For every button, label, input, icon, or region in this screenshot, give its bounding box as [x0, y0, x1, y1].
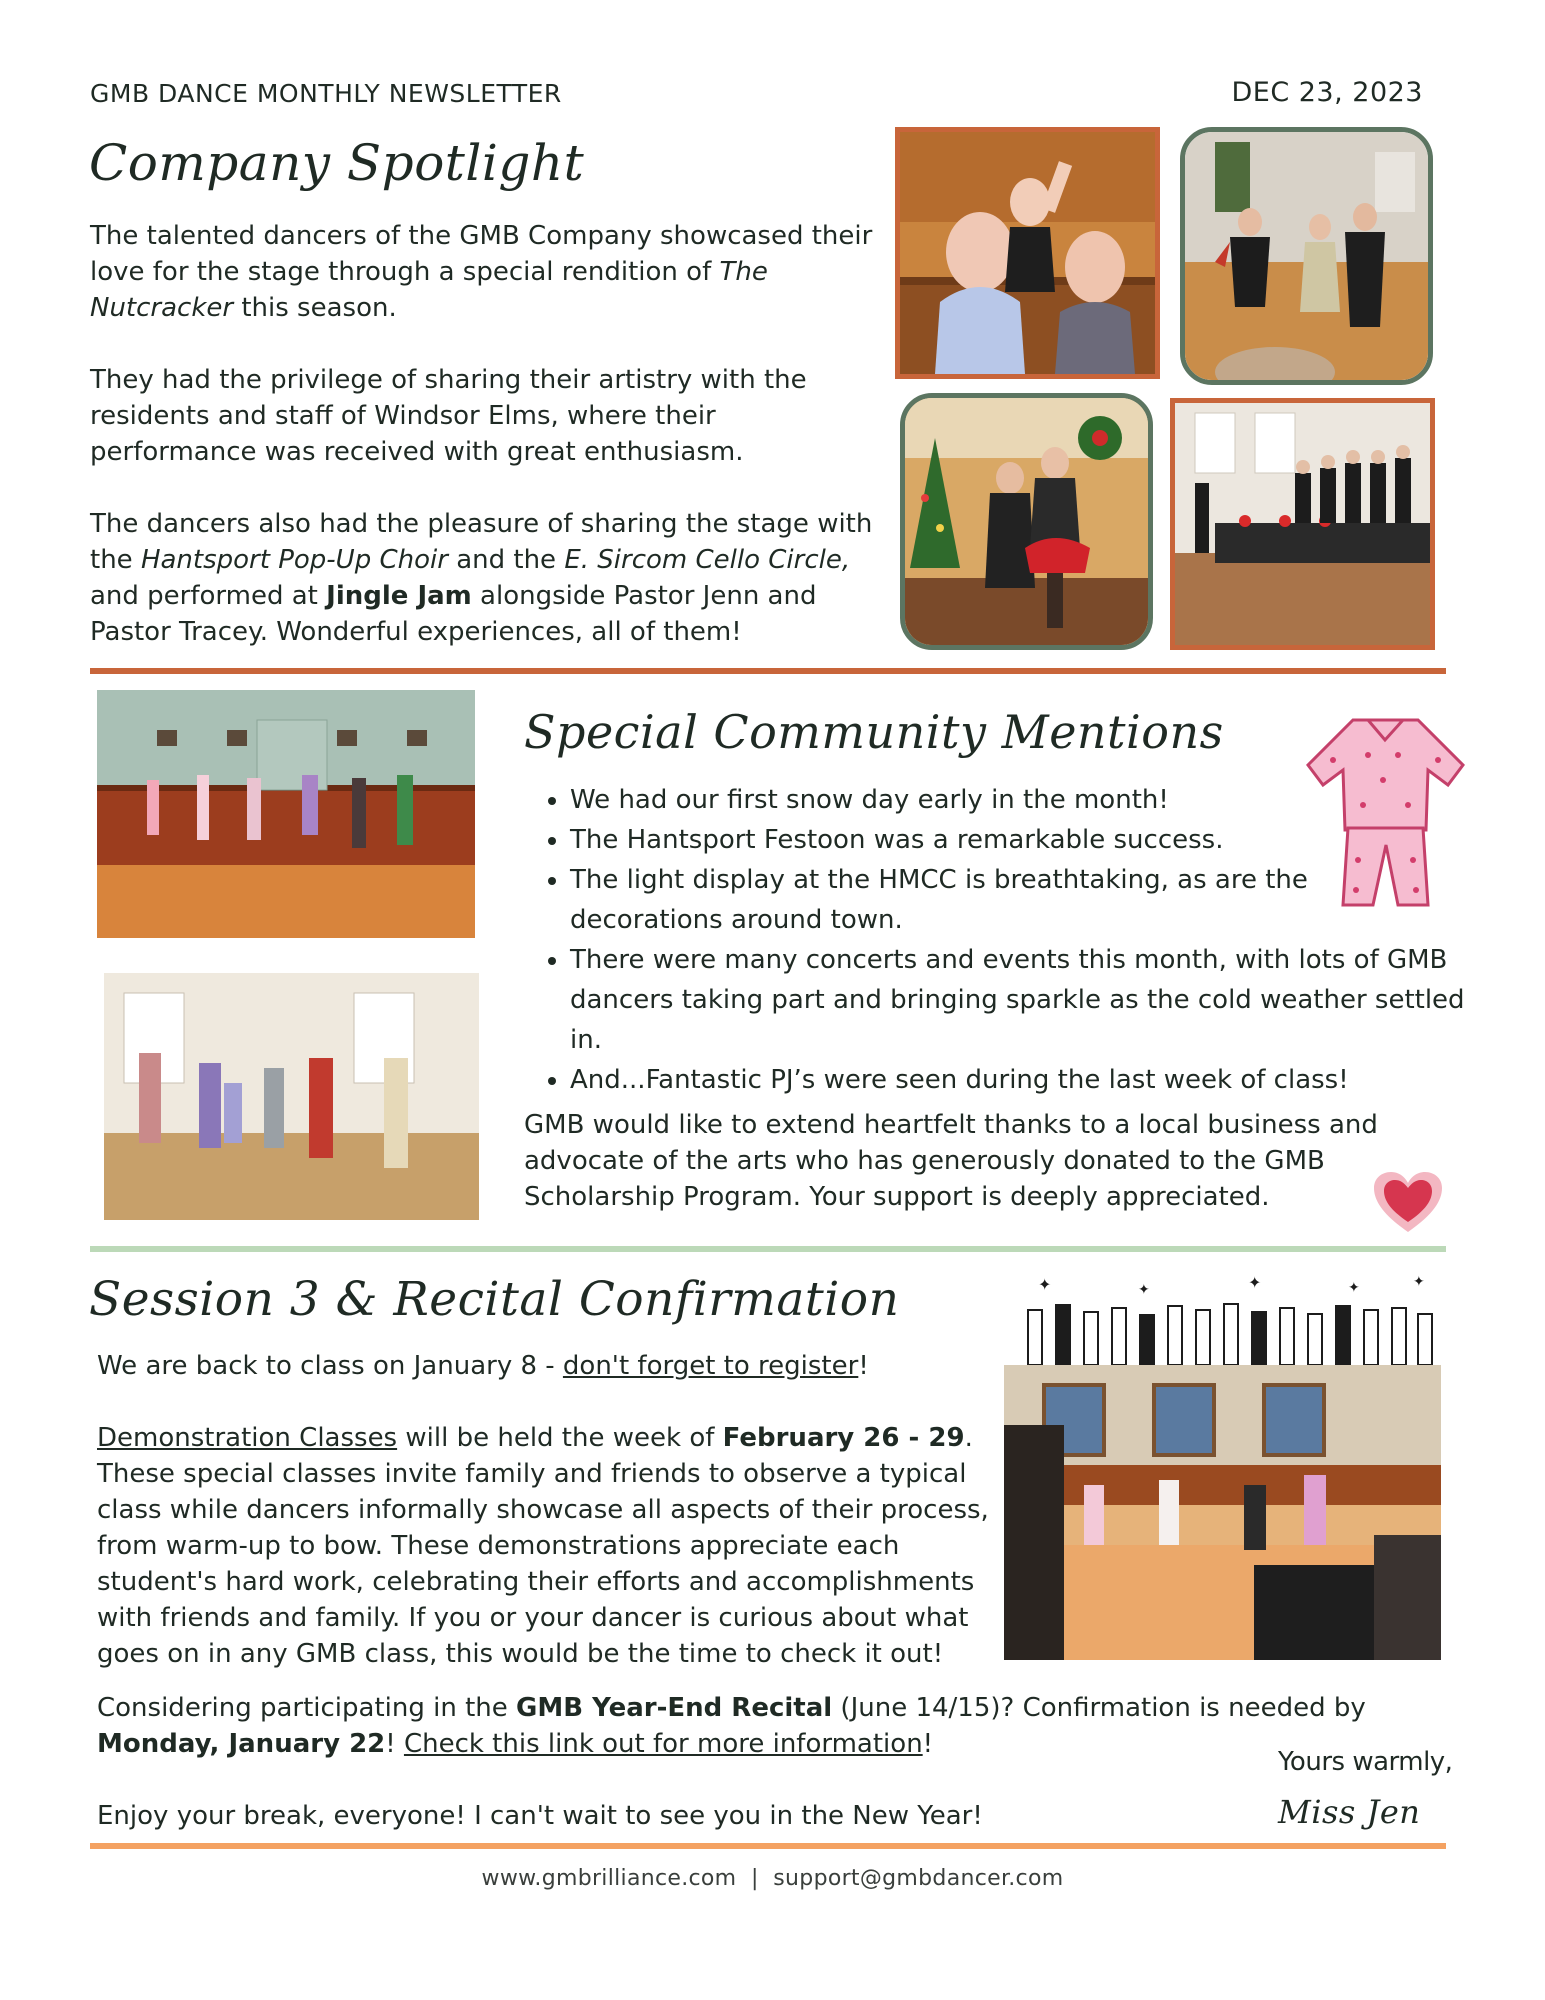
session-paragraph-2: Demonstration Classes will be held the week of February 26 - 29. These special classes invite family and friends to observe a typical class while dancers informally showcase all aspects of their process, from warm-up to bow. These demonstrations appreciate each student's hard work, celebrating their efforts and accomplishments with friends and family. If you or your dancer is curious about what goes on in any GMB class, this would be the time to check it out! [97, 1423, 989, 1669]
svg-text:✦: ✦ [1138, 1282, 1150, 1298]
list-item: • We had our first snow day early in the month! [570, 780, 1490, 820]
cheering-hands-illustration [1018, 1270, 1441, 1365]
photo-pj-barre [97, 690, 475, 938]
spotlight-paragraph-3: The dancers also had the pleasure of sharing the stage with the Hantsport Pop-Up Choir and the E. Sircom Cello Circle, and performed at Jingle Jam alongside Pastor Jenn and Pastor Tracey. Wonderful experiences, all of them! [90, 509, 873, 647]
svg-text:✦: ✦ [1038, 1275, 1052, 1294]
footer [0, 1866, 1545, 1891]
register-link[interactable]: don't forget to register [562, 1351, 859, 1381]
svg-text:✦: ✦ [1248, 1273, 1262, 1292]
demonstration-classes-link[interactable]: Demonstration Classes [97, 1423, 398, 1453]
spotlight-paragraph-2: They had the privilege of sharing their artistry with the residents and staff of Windsor Elms, where their performance was received with great enthusiasm. [90, 365, 807, 467]
footer-separator: | [750, 1866, 759, 1891]
footer-email-link[interactable]: support@gmbdancer.com [773, 1866, 1064, 1891]
newsletter-title: GMB DANCE MONTHLY NEWSLETTER [90, 79, 562, 108]
photo-pj-class [104, 973, 479, 1220]
svg-text:✦: ✦ [1413, 1274, 1425, 1290]
photo-dancers-pews [895, 127, 1160, 379]
spotlight-paragraph-1: The talented dancers of the GMB Company showcased their love for the stage through a special rendition of The Nutcracker this season. [90, 221, 873, 323]
session-heading: Session 3 & Recital Confirmation [89, 1272, 900, 1327]
list-item: • And...Fantastic PJ’s were seen during the last week of class! [570, 1060, 1490, 1100]
pajamas-illustration [1298, 710, 1473, 910]
spotlight-heading: Company Spotlight [89, 134, 585, 192]
newsletter-date: DEC 23, 2023 [1231, 77, 1423, 108]
community-heading: Special Community Mentions [524, 705, 1224, 759]
section-divider-3 [90, 1843, 1446, 1849]
footer-website-link[interactable]: www.gmbrilliance.com [481, 1866, 737, 1891]
session-paragraph-1: We are back to class on January 8 - don't forget to register! [97, 1351, 869, 1381]
signoff-signature: Miss Jen [1278, 1793, 1421, 1831]
recital-info-link[interactable]: Check this link out for more information [403, 1729, 923, 1759]
svg-text:✦: ✦ [1348, 1280, 1360, 1296]
session-paragraph-4: Enjoy your break, everyone! I can't wait to see you in the New Year! [97, 1801, 983, 1831]
photo-choir [1170, 398, 1435, 650]
photo-dancers-hall [1180, 127, 1433, 385]
list-item: • There were many concerts and events this month, with lots of GMB dancers taking part and bringing sparkle as the cold weather settled in. [570, 940, 1490, 1060]
photo-jingle-jam [900, 393, 1153, 650]
section-divider-2 [90, 1246, 1446, 1252]
list-item: • The Hantsport Festoon was a remarkable success. [570, 820, 1490, 860]
session-paragraph-3: Considering participating in the GMB Year-End Recital (June 14/15)? Confirmation is needed by Monday, January 22! Check this link out for more information! [97, 1693, 1366, 1759]
list-item: • The light display at the HMCC is breathtaking, as are the decorations around town. [570, 860, 1490, 940]
section-divider-1 [90, 668, 1446, 674]
heart-icon [1372, 1170, 1444, 1234]
photo-ballet-class [1004, 1365, 1441, 1660]
thanks-paragraph: GMB would like to extend heartfelt thanks to a local business and advocate of the arts who has generously donated to the GMB Scholarship Program. Your support is deeply appreciated. [524, 1110, 1378, 1212]
signoff-closing: Yours warmly, [1278, 1747, 1453, 1777]
spotlight-text [90, 218, 890, 686]
